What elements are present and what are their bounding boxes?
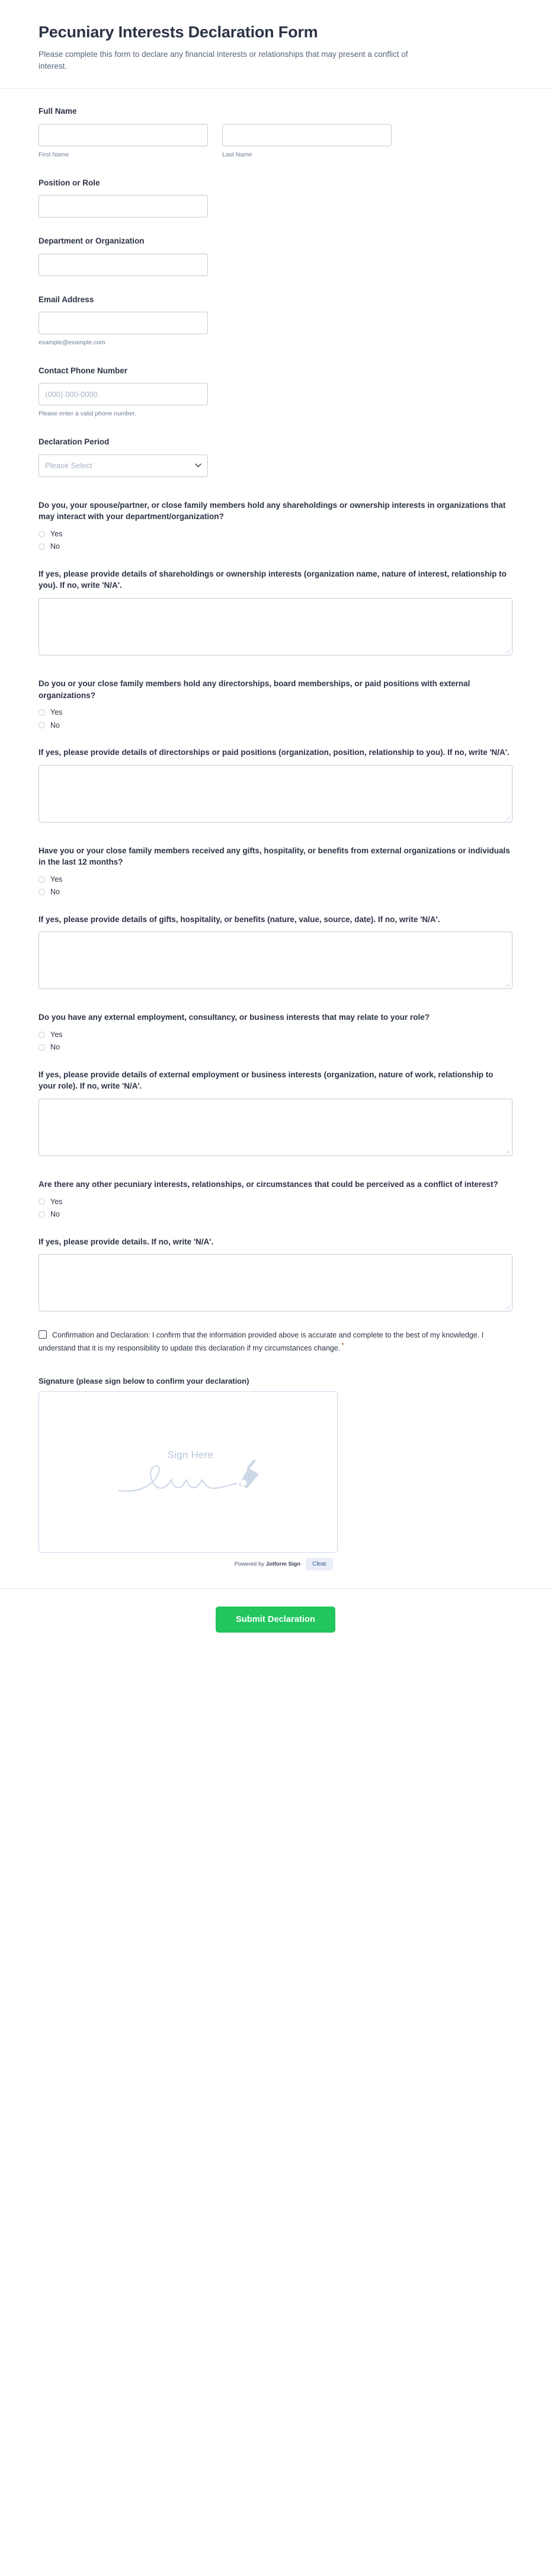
question-block-gifts xyxy=(39,845,512,896)
radio-label-yes: Yes xyxy=(50,708,63,717)
submit-area xyxy=(39,1589,512,1656)
detail-block-directorships xyxy=(39,747,512,823)
last-name-sublabel: Last Name xyxy=(222,151,252,158)
radio-label-yes: Yes xyxy=(50,1197,63,1206)
field-email xyxy=(39,294,512,347)
detail-textarea-external-employment[interactable] xyxy=(39,1099,512,1156)
confirmation-text: Confirmation and Declaration: I confirm that the information provided above is accurate and complete to the best of my knowledge. I understand that it is my responsibility to update this declaration if my circumstances change. xyxy=(39,1331,484,1352)
powered-by-brand: Jotform Sign xyxy=(265,1560,301,1567)
radio-label-no: No xyxy=(50,721,60,729)
question-label: Have you or your close family members received any gifts, hospitality, or benefits from external organizations or individuals in the last 12 months? xyxy=(39,846,510,867)
phone-sublabel: Please enter a valid phone number. xyxy=(39,410,137,418)
radio-option-yes[interactable] xyxy=(39,1031,512,1039)
radio-group-shareholdings xyxy=(39,530,512,551)
radio-circle-icon xyxy=(39,1198,45,1205)
detail-textarea-shareholdings[interactable] xyxy=(39,598,512,655)
radio-circle-icon xyxy=(39,531,45,537)
signature-squiggle-icon xyxy=(114,1456,262,1499)
email-input[interactable] xyxy=(39,312,208,334)
submit-declaration-button[interactable]: Submit Declaration xyxy=(216,1607,335,1633)
page-title: Pecuniary Interests Declaration Form xyxy=(39,23,318,41)
radio-circle-icon xyxy=(39,889,45,895)
resize-handle-icon[interactable] xyxy=(504,814,510,821)
detail-block-shareholdings xyxy=(39,568,512,655)
detail-label: If yes, please provide details of directorships or paid positions (organization, position, relationship to you). If no, write 'N/A'. xyxy=(39,748,510,757)
radio-circle-icon xyxy=(39,1032,45,1038)
confirmation-row[interactable] xyxy=(39,1329,512,1355)
field-position xyxy=(39,177,512,218)
declaration-period-label: Declaration Period xyxy=(39,437,110,447)
radio-label-yes: Yes xyxy=(50,529,63,538)
resize-handle-icon[interactable] xyxy=(504,1148,510,1154)
radio-label-no: No xyxy=(50,888,60,897)
email-label: Email Address xyxy=(39,295,94,304)
radio-label-no: No xyxy=(50,542,60,551)
powered-by-prefix: Powered by xyxy=(234,1560,264,1567)
radio-group-other-interests xyxy=(39,1198,512,1218)
last-name-col xyxy=(222,124,392,159)
signature-pad[interactable] xyxy=(39,1391,338,1553)
radio-option-no[interactable] xyxy=(39,722,512,729)
radio-circle-icon xyxy=(39,722,45,728)
radio-circle-icon xyxy=(39,1211,45,1218)
field-department xyxy=(39,235,512,276)
radio-circle-icon xyxy=(39,1044,45,1051)
signature-placeholder-text: Sign Here xyxy=(167,1449,214,1461)
detail-label: If yes, please provide details of gifts, hospitality, or benefits (nature, value, source, date). If no, write 'N/A'. xyxy=(39,914,440,924)
last-name-input[interactable] xyxy=(222,124,392,146)
detail-textarea-directorships[interactable] xyxy=(39,765,512,823)
radio-circle-icon xyxy=(39,876,45,883)
declaration-period-select[interactable] xyxy=(39,455,208,477)
declaration-period-value: Please Select xyxy=(39,455,208,477)
radio-option-yes[interactable] xyxy=(39,709,512,716)
resize-handle-icon[interactable] xyxy=(504,981,510,987)
signature-label: Signature (please sign below to confirm your declaration) xyxy=(39,1376,249,1385)
radio-label-yes: Yes xyxy=(50,1030,63,1039)
radio-circle-icon xyxy=(39,543,45,550)
radio-circle-icon xyxy=(39,709,45,716)
radio-option-no[interactable] xyxy=(39,543,512,551)
full-name-row xyxy=(39,124,512,159)
phone-label: Contact Phone Number xyxy=(39,366,128,375)
question-block-directorships xyxy=(39,678,512,729)
first-name-input[interactable] xyxy=(39,124,208,146)
radio-label-no: No xyxy=(50,1210,60,1219)
radio-group-external-employment xyxy=(39,1031,512,1051)
form-header xyxy=(0,0,551,89)
position-label: Position or Role xyxy=(39,178,100,187)
resize-handle-icon[interactable] xyxy=(504,1303,510,1310)
department-label: Department or Organization xyxy=(39,236,145,246)
detail-block-gifts xyxy=(39,914,512,990)
question-label: Are there any other pecuniary interests, relationships, or circumstances that could be perceived as a conflict of interest? xyxy=(39,1180,498,1189)
radio-option-no[interactable] xyxy=(39,888,512,896)
confirmation-block xyxy=(39,1329,512,1355)
first-name-sublabel: First Name xyxy=(39,151,69,158)
radio-option-yes[interactable] xyxy=(39,876,512,884)
field-phone xyxy=(39,365,512,418)
detail-textarea-gifts[interactable] xyxy=(39,932,512,989)
detail-label: If yes, please provide details of external employment or business interests (organization, nature of work, relationship to your role). If no, write 'N/A'. xyxy=(39,1070,494,1091)
question-block-external-employment xyxy=(39,1012,512,1051)
question-label: Do you, your spouse/partner, or close family members hold any shareholdings or ownership interests in organizations that may interact with your department/organization? xyxy=(39,500,506,521)
signature-block xyxy=(39,1377,512,1570)
radio-label-yes: Yes xyxy=(50,875,63,884)
resize-handle-icon[interactable] xyxy=(504,647,510,654)
question-label: Do you or your close family members hold any directorships, board memberships, or paid positions with external organizations? xyxy=(39,679,470,700)
detail-textarea-other-interests[interactable] xyxy=(39,1254,512,1311)
detail-label: If yes, please provide details. If no, write 'N/A'. xyxy=(39,1237,214,1246)
radio-option-yes[interactable] xyxy=(39,530,512,538)
question-label: Do you have any external employment, consultancy, or business interests that may relate to your role? xyxy=(39,1013,430,1022)
radio-option-yes[interactable] xyxy=(39,1198,512,1206)
powered-by-text xyxy=(235,1561,300,1567)
radio-option-no[interactable] xyxy=(39,1044,512,1051)
phone-input[interactable] xyxy=(39,383,208,405)
signature-footer xyxy=(39,1558,338,1570)
email-sublabel: example@example.com xyxy=(39,339,105,347)
radio-group-gifts xyxy=(39,876,512,896)
pen-nib-icon xyxy=(239,1461,259,1488)
radio-group-directorships xyxy=(39,709,512,729)
radio-label-no: No xyxy=(50,1043,60,1052)
full-name-label: Full Name xyxy=(39,107,77,116)
clear-signature-button[interactable]: Clear xyxy=(306,1558,333,1570)
form-body xyxy=(0,89,551,1656)
question-block-other-interests xyxy=(39,1179,512,1218)
detail-block-external-employment xyxy=(39,1069,512,1156)
department-input[interactable] xyxy=(39,254,208,276)
page-subtitle: Please complete this form to declare any financial interests or relationships that may present a conflict of interest. xyxy=(39,49,408,71)
detail-label: If yes, please provide details of shareholdings or ownership interests (organization name, nature of interest, relationship to you). If no, write 'N/A'. xyxy=(39,569,507,590)
radio-option-no[interactable] xyxy=(39,1211,512,1218)
question-block-shareholdings xyxy=(39,500,512,551)
field-full-name xyxy=(39,105,512,159)
first-name-col xyxy=(39,124,208,159)
detail-block-other-interests xyxy=(39,1236,512,1312)
field-declaration-period xyxy=(39,436,512,477)
signature-watermark xyxy=(39,1449,337,1499)
required-asterisk: * xyxy=(341,1340,344,1349)
confirmation-checkbox[interactable] xyxy=(39,1330,47,1339)
position-input[interactable] xyxy=(39,195,208,217)
